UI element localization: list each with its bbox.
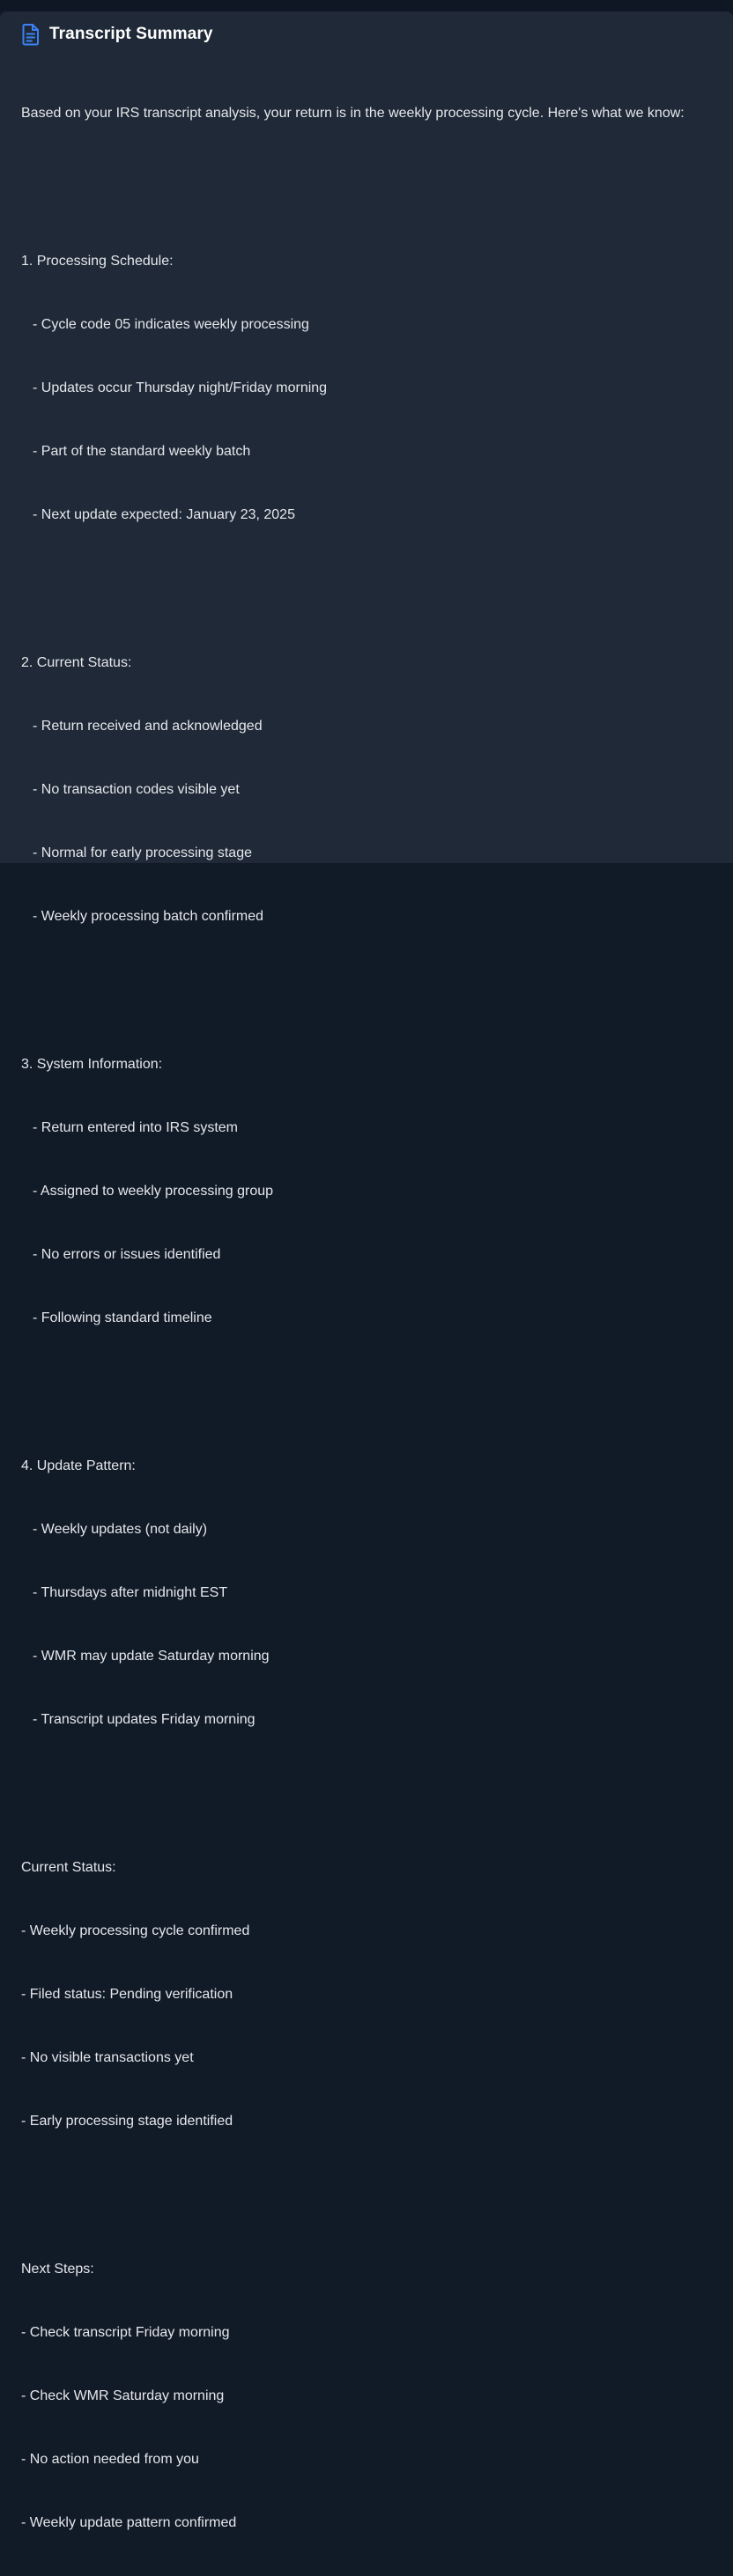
list-item: - Cycle code 05 indicates weekly processing — [33, 317, 309, 332]
list-item: - Check WMR Saturday morning — [21, 2388, 225, 2403]
transcript-summary-card — [0, 11, 733, 2530]
section-heading: 3. System Information: — [21, 1057, 163, 1072]
top-bar — [0, 0, 733, 11]
list-item: - Early processing stage identified — [21, 2114, 233, 2129]
list-item: - Return received and acknowledged — [33, 719, 263, 734]
summary-title: Transcript Summary — [49, 25, 213, 43]
intro-text: Based on your IRS transcript analysis, your return is in the weekly processing cycle. Here's what we know: — [21, 106, 685, 121]
list-item: - Updates occur Thursday night/Friday morning — [33, 380, 328, 395]
blank-line — [21, 1773, 717, 1794]
list-item: - Normal for early processing stage — [33, 845, 252, 860]
list-item: - No transaction codes visible yet — [33, 782, 240, 797]
section-heading: 1. Processing Schedule: — [21, 254, 174, 269]
list-item: - Part of the standard weekly batch — [33, 444, 251, 459]
blank-line — [21, 970, 717, 991]
list-item: - WMR may update Saturday morning — [33, 1649, 270, 1664]
summary-body — [21, 61, 717, 2576]
list-item: - Weekly update pattern confirmed — [21, 2515, 237, 2530]
list-item: - Assigned to weekly processing group — [33, 1184, 274, 1199]
section-heading: 4. Update Pattern: — [21, 1458, 136, 1473]
list-item: - No visible transactions yet — [21, 2050, 194, 2065]
blank-line — [21, 2174, 717, 2196]
summary-header — [21, 23, 213, 46]
document-icon — [21, 23, 41, 46]
list-item: - Filed status: Pending verification — [21, 1987, 233, 2002]
list-item: - Check transcript Friday morning — [21, 2325, 230, 2340]
next-steps-heading: Next Steps: — [21, 2262, 94, 2277]
list-item: - Weekly processing cycle confirmed — [21, 1923, 250, 1938]
list-item: - Next update expected: January 23, 2025 — [33, 507, 295, 522]
blank-line — [21, 1371, 717, 1392]
blank-line — [21, 166, 717, 188]
section-heading: 2. Current Status: — [21, 655, 132, 670]
current-status-heading: Current Status: — [21, 1860, 116, 1875]
list-item: - No action needed from you — [21, 2452, 199, 2467]
list-item: - Weekly processing batch confirmed — [33, 909, 264, 924]
list-item: - Transcript updates Friday morning — [33, 1712, 255, 1727]
list-item: - Weekly updates (not daily) — [33, 1522, 208, 1537]
blank-line — [21, 568, 717, 589]
list-item: - Following standard timeline — [33, 1310, 212, 1325]
list-item: - Return entered into IRS system — [33, 1120, 238, 1135]
list-item: - No errors or issues identified — [33, 1247, 221, 1262]
list-item: - Thursdays after midnight EST — [33, 1585, 228, 1600]
